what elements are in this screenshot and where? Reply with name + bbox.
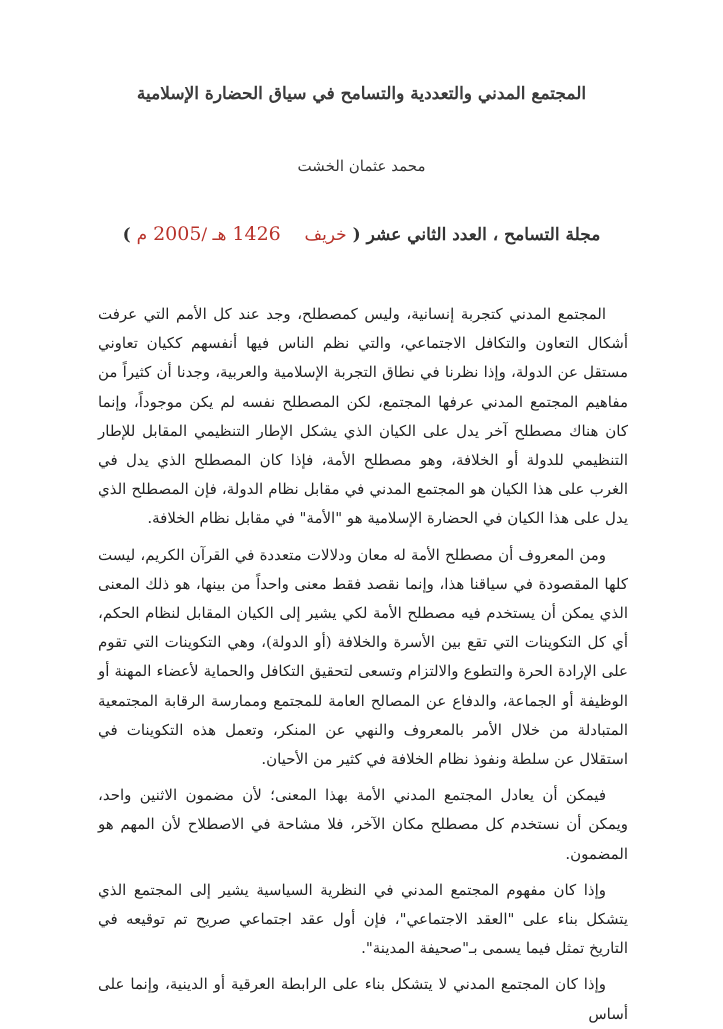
paragraph: وإذا كان مفهوم المجتمع المدني في النظرية السياسية يشير إلى المجتمع الذي يتشكل بناء على "العقد الاجتماعي"، فإن أول عقد اجتماعي صريح تم توقيعه في التاريخ تمثل فيما يسمى بـ"صحيفة المدينة".: [98, 880, 628, 958]
journal-season: خريف: [304, 225, 347, 245]
journal-year-gregorian: 2005: [153, 223, 202, 245]
journal-year-hijri: 1426: [232, 223, 281, 245]
article-body: [98, 300, 628, 1029]
journal-close-paren: ): [122, 225, 131, 245]
paragraph: ومن المعروف أن مصطلح الأمة له معان ودلالات متعددة في القرآن الكريم، ليست كلها المقصودة في سياقنا هذا، وإنما نقصد فقط معنى واحداً من بينها، هو ذلك المعنى الذي يمكن أن يستخدم فيه مصطلح الأمة لكي يشير إلى الكيان المقابل لنظام الحكم، أي كل التكوينات التي تقع بين الأسرة والخلافة (أو الدولة)، وهي التكوينات التي تقوم على الإرادة الحرة والتطوع والالتزام وتسعى لتحقيق التكافل والحماية لأعضاء المهنة أو الوظيفة أو الجماعة، والدفاع عن المصالح العامة للمجتمع وممارسة الرقابة المجتمعية المتبادلة من خلال الأمر بالمعروف والنهي عن المنكر، وتعمل هذه التكوينات في استقلال عن سلطة ونفوذ نظام الخلافة في كثير من الأحيان.: [98, 545, 628, 769]
author-name: محمد عثمان الخشت: [297, 157, 426, 175]
paragraph: المجتمع المدني كتجربة إنسانية، وليس كمصطلح، وجد عند كل الأمم التي عرفت أشكال التعاون والتكافل الاجتماعي، والتي نظم الناس فيها أنفسهم ككيان تعاوني مستقل عن الدولة، وإذا نظرنا في نطاق التجربة الإسلامية والعربية، وجدنا أن كثيراً من مفاهيم المجتمع المدني عرفها المجتمع، لكن المصطلح نفسه لم يكن موجوداً، وإنما كان هناك مصطلح آخر يدل على الكيان الذي يشكل الإطار التنظيمي المقابل للإطار التنظيمي للدولة أو الخلافة، وهو مصطلح الأمة، فإذا كان المصطلح الذي يدل في الغرب على هذا الكيان هو المجتمع المدني في مقابل نظام الدولة، فإن المصطلح الذي يدل على هذا الكيان في الحضارة الإسلامية هو "الأمة" في مقابل نظام الخلافة.: [98, 305, 628, 528]
journal-citation: [60, 223, 663, 245]
paragraph: وإذا كان المجتمع المدني لا يتشكل بناء على الرابطة العرقية أو الدينية، وإنما على أساس: [98, 975, 628, 1023]
article-title: المجتمع المدني والتعددية والتسامح في سياق الحضارة الإسلامية: [136, 84, 587, 104]
journal-hijri-mark: هـ /: [201, 225, 227, 245]
journal-name: مجلة التسامح ، العدد الثاني عشر (: [352, 225, 601, 245]
journal-gregorian-mark: م: [136, 225, 148, 245]
paragraph: فيمكن أن يعادل المجتمع المدني الأمة بهذا المعنى؛ لأن مضمون الاثنين واحد، ويمكن أن نستخدم كل مصطلح مكان الآخر، فلا مشاحة في الاصطلاح لأن المهم هو المضمون.: [98, 786, 628, 863]
